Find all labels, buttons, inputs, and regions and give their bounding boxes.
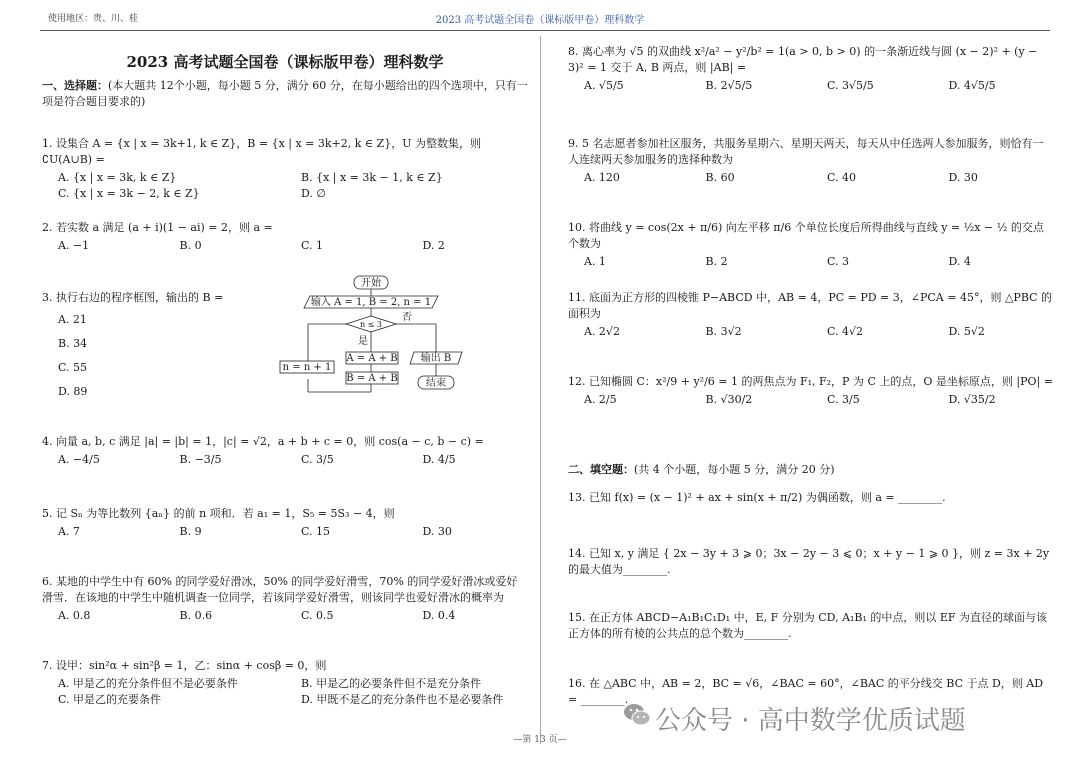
question-13 (568, 490, 1054, 506)
option-a: A. 甲是乙的充分条件但不是必要条件 (58, 677, 238, 690)
wechat-icon (623, 702, 651, 728)
question-number: 15. (568, 611, 586, 624)
option-d: D. 0.4 (422, 609, 456, 622)
option-a: A. 0.8 (58, 609, 91, 622)
option-d: D. 5√2 (948, 325, 985, 338)
question-number: 6. (42, 575, 53, 588)
flow-start-label: 开始 (361, 278, 381, 289)
option-a: A. −4/5 (58, 453, 100, 466)
flow-input-label: 输入 A = 1, B = 2, n = 1 (310, 297, 432, 308)
page-header (0, 8, 1080, 26)
section2-heading: 二、填空题： (568, 463, 634, 476)
option-a: A. 1 (584, 255, 606, 268)
question-15 (568, 610, 1054, 642)
option-a: A. 120 (584, 171, 620, 184)
flow-step1-label: A = A + B (346, 353, 398, 364)
question-number: 2. (42, 221, 53, 234)
option-b: B. −3/5 (179, 453, 222, 466)
section1-header (42, 78, 528, 110)
question-number: 3. (42, 291, 53, 304)
flow-cond-label: n ≤ 3 (359, 320, 383, 329)
question-number: 12. (568, 375, 586, 388)
question-number: 9. (568, 137, 579, 150)
doc-title: 2023 高考试题全国卷（课标版甲卷）理科数学 (126, 53, 444, 71)
option-b: B. 2 (705, 255, 728, 268)
column-divider (540, 36, 541, 744)
option-c: C. 0.5 (301, 609, 334, 622)
flow-inc-label: n = n + 1 (282, 362, 332, 373)
option-b: B. {x | x = 3k − 1, k ∈ Z} (301, 171, 443, 184)
question-6 (42, 574, 528, 624)
option-c: C. 3/5 (827, 393, 860, 406)
option-b: B. 0.6 (179, 609, 213, 622)
section2-desc: (共 4 个小题，每小题 5 分，满分 20 分) (634, 463, 835, 476)
question-stem: 在正方体 ABCD−A₁B₁C₁D₁ 中，E, F 分别为 CD, A₁B₁ 的中点，则以 EF 为直径的球面与该正方体的所有棱的公共点的总个数为________. (568, 611, 1048, 640)
option-d: D. 2 (422, 239, 445, 252)
question-2 (42, 220, 528, 254)
question-12 (568, 374, 1054, 408)
right-column (568, 44, 1054, 734)
question-number: 8. (568, 45, 579, 58)
option-c: C. 3/5 (301, 453, 334, 466)
page-footer: —第 13 页— (513, 735, 567, 745)
question-11 (568, 290, 1054, 340)
option-d: D. 30 (948, 171, 978, 184)
option-a: A. √5/5 (584, 79, 624, 92)
option-a: A. 7 (58, 525, 80, 538)
option-a: A. −1 (58, 239, 90, 252)
flow-end-label: 结束 (426, 378, 446, 389)
option-a: A. 21 (58, 313, 87, 326)
section1-heading: 一、选择题： (42, 79, 108, 92)
option-c: C. 3 (827, 255, 850, 268)
question-number: 13. (568, 491, 586, 504)
option-c: C. {x | x = 3k − 2, k ∈ Z} (58, 187, 200, 200)
flow-output-label: 输出 B (420, 353, 452, 364)
option-d: D. 4/5 (422, 453, 456, 466)
question-number: 4. (42, 435, 53, 448)
option-a: A. {x | x = 3k, k ∈ Z} (58, 171, 177, 184)
question-stem: 设甲：sin²α + sin²β = 1，乙：sinα + cosβ = 0，则 (56, 659, 327, 672)
option-d: D. ∅ (301, 187, 327, 200)
option-b: B. 3√2 (705, 325, 742, 338)
question-number: 14. (568, 547, 586, 560)
option-b: B. 甲是乙的必要条件但不是充分条件 (301, 677, 482, 690)
option-d: D. 89 (58, 385, 88, 398)
option-d: D. 30 (422, 525, 452, 538)
question-number: 5. (42, 507, 53, 520)
option-c: C. 55 (58, 361, 88, 374)
option-c: C. 甲是乙的充要条件 (58, 693, 162, 706)
question-number: 1. (42, 137, 53, 150)
flow-no-label: 否 (402, 312, 412, 323)
option-d: D. √35/2 (948, 393, 996, 406)
question-stem: 向量 a, b, c 满足 |a| = |b| = 1，|c| = √2，a + b + c = 0，则 cos(a − c, b − c) = (56, 435, 484, 448)
header-title: 2023 高考试题全国卷（课标版甲卷）理科数学 (435, 15, 645, 26)
option-b: B. 34 (58, 337, 88, 350)
question-stem: 5 名志愿者参加社区服务，共服务星期六、星期天两天，每天从中任选两人参加服务，则恰有一人连续两天参加服务的选择种数为 (568, 137, 1044, 166)
question-number: 7. (42, 659, 53, 672)
question-8 (568, 44, 1054, 94)
option-c: C. 4√2 (827, 325, 864, 338)
question-stem: 已知椭圆 C：x²/9 + y²/6 = 1 的两焦点为 F₁, F₂，P 为 C 上的点，O 是坐标原点，则 |PO| = (589, 375, 1053, 388)
option-d: D. 4 (948, 255, 971, 268)
option-a: A. 2√2 (584, 325, 620, 338)
option-b: B. 2√5/5 (705, 79, 753, 92)
option-b: B. 9 (179, 525, 202, 538)
question-5 (42, 506, 528, 540)
question-10 (568, 220, 1054, 270)
question-9 (568, 136, 1054, 186)
option-a: A. 2/5 (584, 393, 617, 406)
option-c: C. 3√5/5 (827, 79, 874, 92)
option-d: D. 4√5/5 (948, 79, 996, 92)
question-number: 10. (568, 221, 586, 234)
question-stem: 底面为正方形的四棱锥 P−ABCD 中，AB = 4，PC = PD = 3，∠PCA = 45°，则 △PBC 的面积为 (568, 291, 1053, 320)
option-d: D. 甲既不是乙的充分条件也不是必要条件 (301, 693, 504, 706)
question-stem: 设集合 A = {x | x = 3k+1, k ∈ Z}，B = {x | x = 3k+2, k ∈ Z}，U 为整数集，则 ∁U(A∪B) = (42, 137, 481, 166)
option-b: B. 0 (179, 239, 202, 252)
question-14 (568, 546, 1054, 578)
question-stem: 已知 f(x) = (x − 1)² + ax + sin(x + π/2) 为偶函数，则 a = ________. (589, 491, 946, 504)
question-stem: 某地的中学生中有 60% 的同学爱好滑冰，50% 的同学爱好滑雪，70% 的同学爱好滑冰或爱好滑雪．在该地的中学生中随机调查一位同学，若该同学爱好滑雪，则该同学也爱好滑冰的概率为 (42, 575, 518, 604)
question-stem: 记 Sₙ 为等比数列 {aₙ} 的前 n 项和．若 a₁ = 1，S₅ = 5S₃ − 4，则 (56, 507, 395, 520)
option-c: C. 15 (301, 525, 331, 538)
watermark-text: 公众号 · 高中数学优质试题 (655, 706, 966, 736)
option-c: C. 1 (301, 239, 324, 252)
region-label: 使用地区：贵、川、桂 (48, 14, 139, 24)
question-stem: 离心率为 √5 的双曲线 x²/a² − y²/b² = 1(a > 0, b > 0) 的一条渐近线与圆 (x − 2)² + (y − 3)² = 1 交于 A, B 两点，则 |AB| = (568, 45, 1038, 74)
question-4 (42, 434, 528, 468)
question-7 (42, 658, 528, 708)
question-stem: 执行右边的程序框图，输出的 B = (56, 291, 224, 304)
question-stem: 将曲线 y = cos(2x + π/6) 向左平移 π/6 个单位长度后所得曲线与直线 y = ½x − ½ 的交点个数为 (568, 221, 1044, 250)
question-stem: 已知 x, y 满足 { 2x − 3y + 3 ⩾ 0；3x − 2y − 3 ⩽ 0；x + y − 1 ⩾ 0 }，则 z = 3x + 2y 的最大值为________. (568, 547, 1050, 576)
header-rule (40, 30, 1050, 31)
section1-desc: (本大题共 12个小题，每小题 5 分，满分 60 分，在每小题给出的四个选项中，只有一项是符合题目要求的) (42, 79, 528, 108)
question-stem: 若实数 a 满足 (a + i)(1 − ai) = 2，则 a = (56, 221, 273, 234)
option-b: B. 60 (705, 171, 735, 184)
option-b: B. √30/2 (705, 393, 753, 406)
question-stem: 在 △ABC 中，AB = 2，BC = √6，∠BAC = 60°，∠BAC 的平分线交 BC 于点 D，则 AD = ________. (568, 677, 1044, 706)
section2-header (568, 462, 1054, 478)
flowchart (278, 276, 488, 396)
question-number: 16. (568, 677, 586, 690)
question-number: 11. (568, 291, 586, 304)
left-column (42, 44, 528, 734)
option-c: C. 40 (827, 171, 857, 184)
question-1 (42, 136, 528, 202)
flow-step2-label: B = A + B (346, 373, 398, 384)
flow-yes-label: 是 (358, 336, 368, 347)
